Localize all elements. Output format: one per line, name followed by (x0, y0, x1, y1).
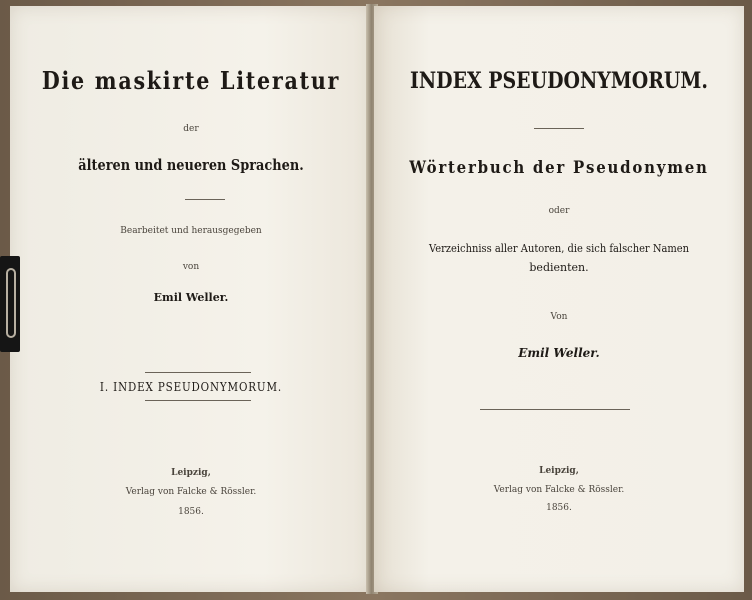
left-edited: Bearbeitet und herausgegeben (120, 226, 262, 236)
binder-clip (0, 256, 20, 352)
left-volume: I. INDEX PSEUDONYMORUM. (99, 380, 283, 394)
right-von: Von (550, 312, 568, 322)
left-der: der (183, 124, 199, 134)
right-divider-top (534, 128, 584, 129)
left-title: Die maskirte Literatur (41, 66, 341, 95)
right-year: 1856. (546, 503, 572, 513)
right-author: Emil Weller. (518, 346, 600, 360)
left-author: Emil Weller. (153, 291, 229, 304)
right-subtitle: Wörterbuch der Pseudonymen (409, 158, 709, 178)
left-year: 1856. (178, 507, 204, 517)
left-volume-rule-top (145, 372, 251, 373)
left-divider (185, 199, 225, 200)
right-publisher: Verlag von Falcke & Rössler. (493, 485, 625, 495)
left-publisher: Verlag von Falcke & Rössler. (125, 487, 257, 497)
right-title: INDEX PSEUDONYMORUM. (410, 68, 708, 94)
right-divider-bottom (480, 409, 630, 410)
right-page (374, 6, 744, 592)
left-von: von (182, 262, 200, 272)
right-oder: oder (548, 206, 570, 216)
left-page (10, 6, 372, 592)
left-subtitle: älteren und neueren Sprachen. (78, 156, 304, 174)
right-desc-line1: Verzeichniss aller Autoren, die sich falscher Namen (428, 242, 690, 255)
right-desc-line2: bedienten. (529, 261, 589, 274)
left-place: Leipzig, (171, 468, 211, 478)
right-place: Leipzig, (539, 466, 579, 476)
left-volume-rule-bottom (145, 400, 251, 401)
